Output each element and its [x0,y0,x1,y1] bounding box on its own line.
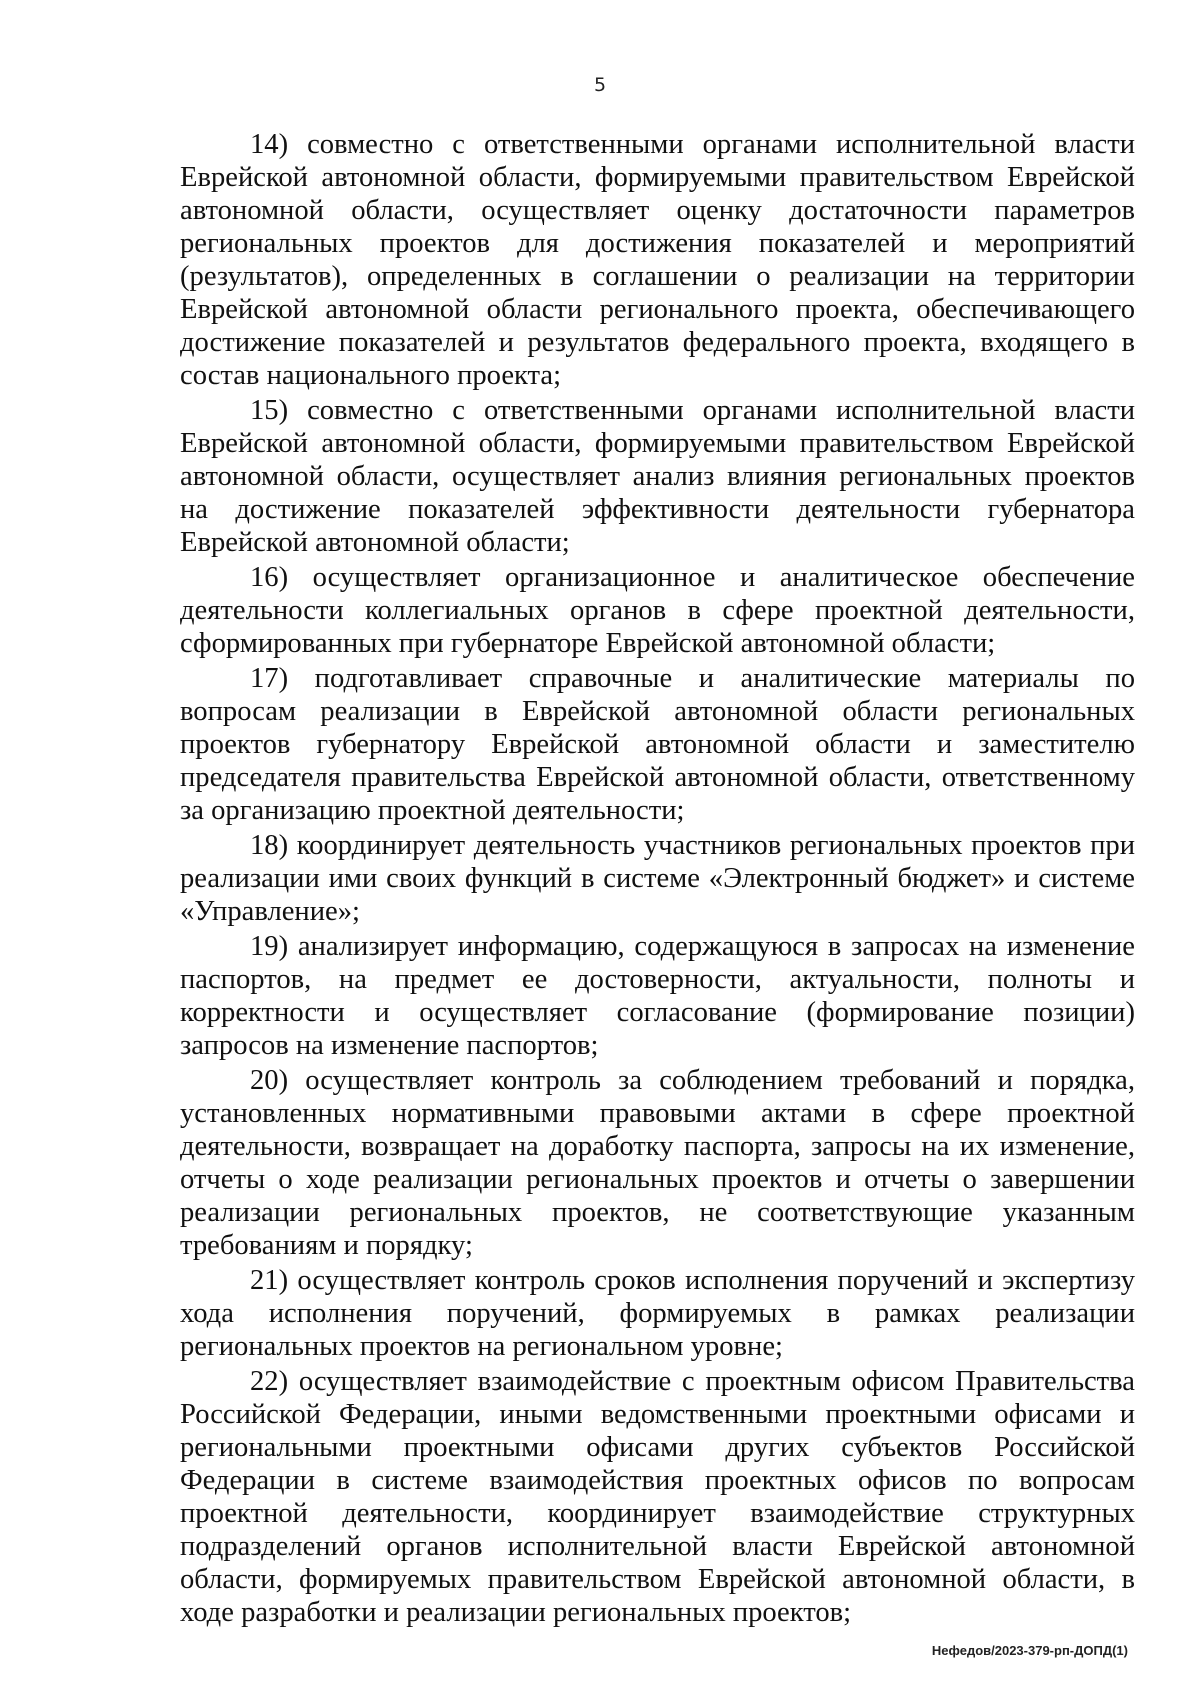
document-code: Нефедов/2023-379-рп-ДОПД(1) [931,1643,1128,1658]
list-item-21: 21) осуществляет контроль сроков исполнения поручений и экспертизу хода исполнения поручений, формируемых в рамках реализации региональных проектов на региональном уровне; [180,1265,1135,1362]
list-item-16: 16) осуществляет организационное и аналитическое обеспечение деятельности коллегиальных органов в сфере проектной деятельности, сформированных при губернаторе Еврейской автономной области; [180,562,1135,659]
document-body [180,128,1135,1631]
list-item-14: 14) совместно с ответственными органами исполнительной власти Еврейской автономной области, формируемыми правительством Еврейской автономной области, осуществляет оценку достаточности параметров региональных проектов для достижения показателей и мероприятий (результатов), определенных в соглашении о реализации на территории Еврейской автономной области регионального проекта, обеспечивающего достижение показателей и результатов федерального проекта, входящего в состав национального проекта; [180,129,1135,391]
page-number: 5 [593,74,607,96]
list-item-20: 20) осуществляет контроль за соблюдением требований и порядка, установленных нормативными правовыми актами в сфере проектной деятельности, возвращает на доработку паспорта, запросы на их изменение, отчеты о ходе реализации региональных проектов и отчеты о завершении реализации региональных проектов, не соответствующие указанным требованиям и порядку; [180,1065,1135,1261]
list-item-18: 18) координирует деятельность участников региональных проектов при реализации ими своих функций в системе «Электронный бюджет» и системе «Управление»; [180,830,1135,927]
list-item-15: 15) совместно с ответственными органами исполнительной власти Еврейской автономной области, формируемыми правительством Еврейской автономной области, осуществляет анализ влияния региональных проектов на достижение показателей эффективности деятельности губернатора Еврейской автономной области; [180,395,1135,558]
list-item-22: 22) осуществляет взаимодействие с проектным офисом Правительства Российской Федерации, иными ведомственными проектными офисами и региональными проектными офисами других субъектов Российской Федерации в системе взаимодействия проектных офисов по вопросам проектной деятельности, координирует взаимодействие структурных подразделений органов исполнительной власти Еврейской автономной области, формируемых правительством Еврейской автономной области, в ходе разработки и реализации региональных проектов; [180,1366,1135,1628]
list-item-17: 17) подготавливает справочные и аналитические материалы по вопросам реализации в Еврейской автономной области региональных проектов губернатору Еврейской автономной области и заместителю председателя правительства Еврейской автономной области, ответственному за организацию проектной деятельности; [180,663,1135,826]
list-item-19: 19) анализирует информацию, содержащуюся в запросах на изменение паспортов, на предмет ее достоверности, актуальности, полноты и корректности и осуществляет согласование (формирование позиции) запросов на изменение паспортов; [180,931,1135,1061]
